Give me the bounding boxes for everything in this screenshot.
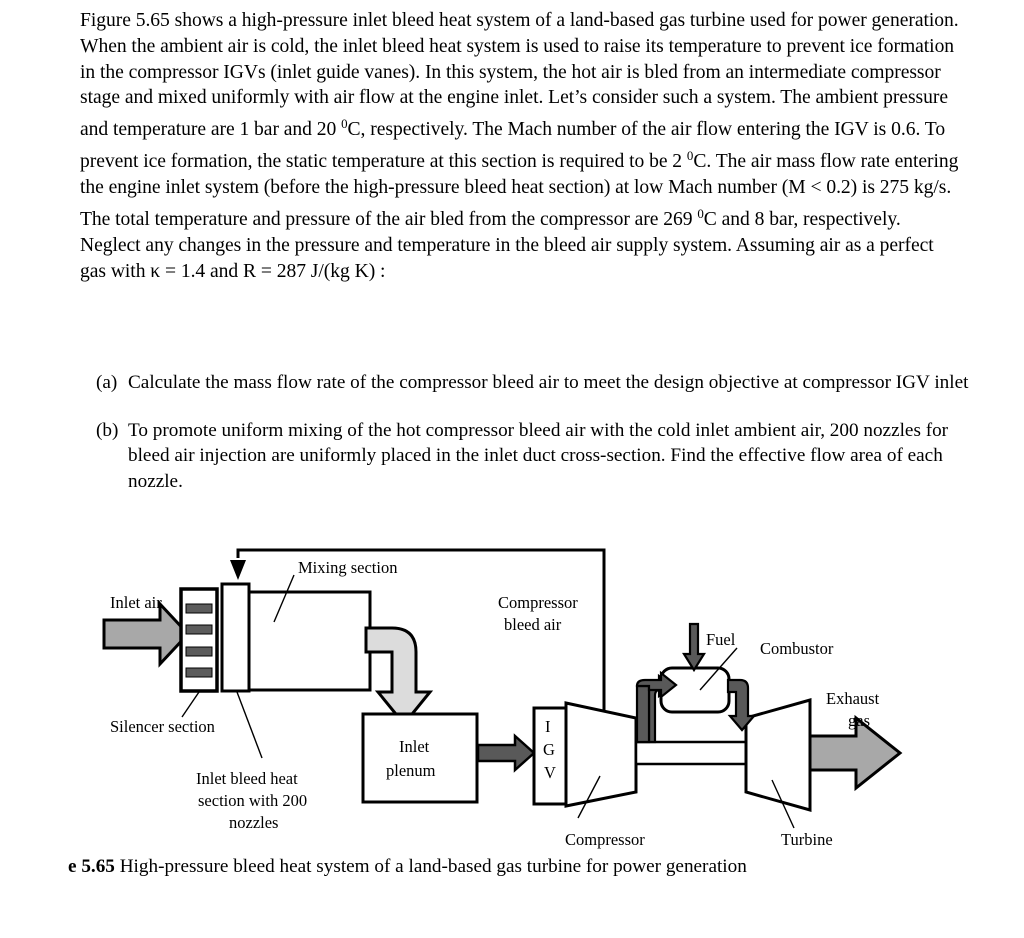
label-silencer-section: Silencer section xyxy=(110,717,215,736)
label-inlet-bleed-heat-line3: nozzles xyxy=(229,813,279,832)
label-inlet-bleed-heat-line1: Inlet bleed heat xyxy=(196,769,298,788)
system-diagram xyxy=(0,540,1024,852)
bleed-air-arrowhead xyxy=(230,560,246,580)
fuel-arrow xyxy=(684,624,704,670)
question-marker-a: (a) xyxy=(96,372,118,393)
rotor-shaft xyxy=(636,742,746,764)
silencer-section-leader xyxy=(182,692,199,717)
silencer-section-box xyxy=(181,589,217,691)
compressor-body xyxy=(566,703,636,806)
inlet-plenum-box xyxy=(363,714,477,802)
label-combustor: Combustor xyxy=(760,639,834,658)
diagram-svg xyxy=(0,540,1024,852)
figure-caption xyxy=(68,855,968,879)
degree-symbol: 0 xyxy=(341,116,348,132)
label-compressor: Compressor xyxy=(565,830,645,849)
label-compressor-bleed-air-line1: Compressor xyxy=(498,593,578,612)
silencer-bar xyxy=(186,604,212,613)
label-fuel: Fuel xyxy=(706,630,736,649)
label-inlet-plenum-line2: plenum xyxy=(386,761,436,780)
figure-caption-label: e 5.65 xyxy=(68,856,115,877)
problem-statement: Figure 5.65 shows a high-pressure inlet bleed heat system of a land-based gas turbine used for power generation. When the ambient air is cold, the inlet bleed heat system is used to raise its temperature to prevent ice formation in the compressor IGVs (inlet guide vanes). In this system, the hot air is bled from an intermediate compressor stage and mixed uniformly with air flow at the engine inlet. Let’s consider such a system. The ambient pressure and temperature are 1 bar and 20 $^0$C, respectively. The Mach number of the air flow entering the IGV is 0.6. To prevent ice formation, the static temperature at this section is required to be 2 $^0$C. The air mass flow rate entering the engine inlet system (before the high-pressure bleed heat section) at low Mach number (M < 0.2) is 275 kg/s. The total temperature and pressure of the air bled from the compressor are 269 $^0$C and 8 bar, respectively. Neglect any changes in the pressure and temperature in the bleed air supply system. Assuming air as a perfect gas with κ = 1.4 and R = 287 J/(kg K) : xyxy=(80,10,959,282)
question-marker-b: (b) xyxy=(96,419,119,441)
silencer-bar xyxy=(186,647,212,656)
inlet-bleed-heat-leader xyxy=(237,692,262,758)
question-item-b xyxy=(96,418,976,495)
label-mixing-section: Mixing section xyxy=(298,558,398,577)
question-item-a xyxy=(96,370,976,396)
degree-symbol: 0 xyxy=(686,148,694,164)
label-inlet-air: Inlet air xyxy=(110,593,162,612)
label-igv-v: V xyxy=(544,763,556,782)
mixing-to-plenum-duct xyxy=(366,628,430,724)
label-inlet-plenum-line1: Inlet xyxy=(399,737,430,756)
question-list xyxy=(96,370,976,516)
mixing-section-box xyxy=(249,592,370,690)
label-igv-i: I xyxy=(545,717,551,736)
silencer-bar xyxy=(186,668,212,677)
label-compressor-bleed-air-line2: bleed air xyxy=(504,615,562,634)
label-inlet-bleed-heat-line2: section with 200 xyxy=(198,791,308,810)
plenum-to-igv-arrow xyxy=(478,736,534,770)
figure-caption-text: High-pressure bleed heat system of a land-based gas turbine for power generation xyxy=(119,856,747,877)
question-text-b: To promote uniform mixing of the hot compressor bleed air with the cold inlet ambient air, 200 nozzles for bleed air injection are uniformly placed in the inlet duct cross-section. Find the effective flow area of each nozzle. xyxy=(128,419,949,492)
inlet-air-arrow xyxy=(104,604,188,664)
inlet-bleed-heat-section xyxy=(222,584,249,691)
label-igv-g: G xyxy=(543,740,555,759)
question-text-a: Calculate the mass flow rate of the compressor bleed air to meet the design objective at compressor IGV inlet xyxy=(128,372,969,393)
silencer-bar xyxy=(186,625,212,634)
label-turbine: Turbine xyxy=(781,830,833,849)
label-exhaust-gas-line1: Exhaust xyxy=(826,689,880,708)
label-exhaust-gas-line2: gas xyxy=(848,711,870,730)
degree-symbol: 0 xyxy=(697,205,704,221)
